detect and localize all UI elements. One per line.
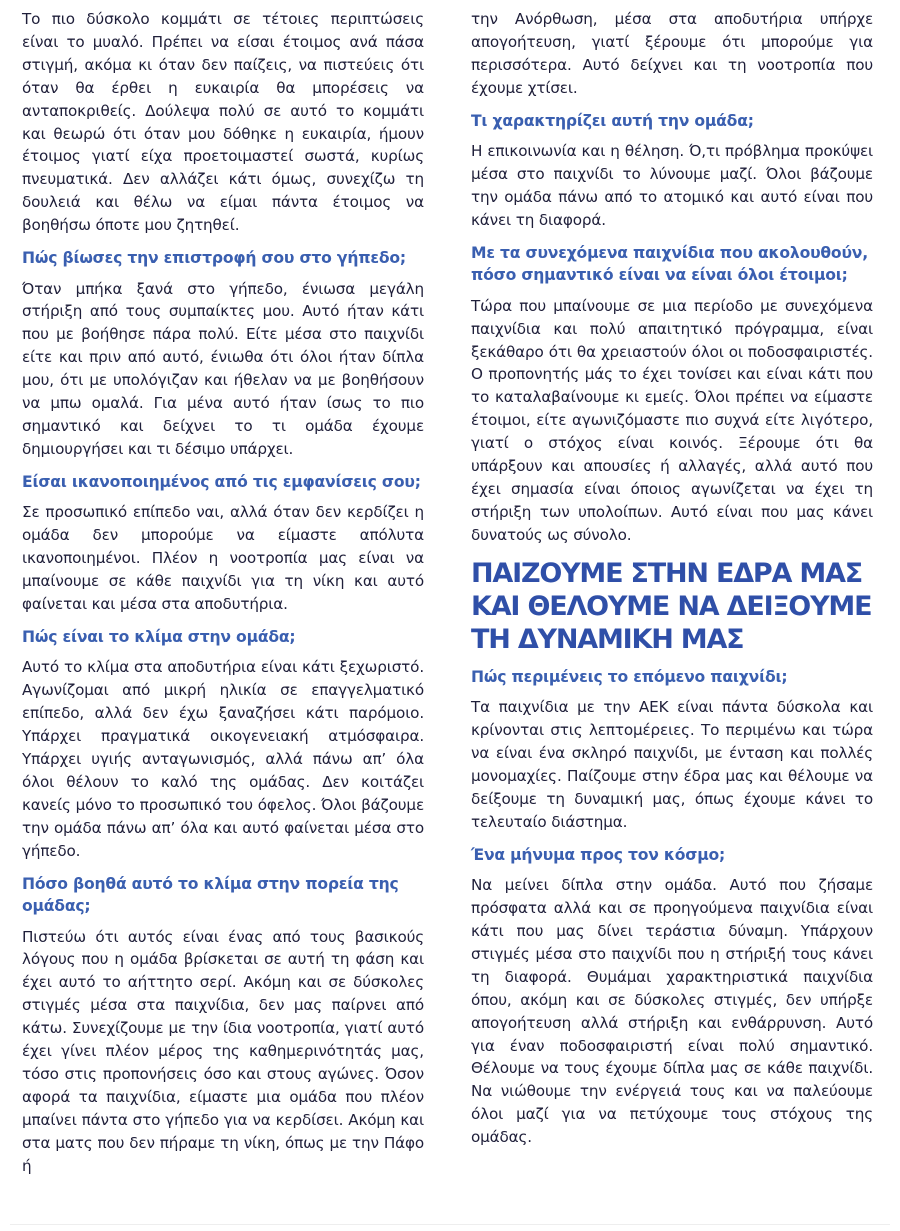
answer-paragraph: Να μείνει δίπλα στην ομάδα. Αυτό που ζήσαμε πρόσφατα αλλά και σε προηγούμενα παιχνίδια είναι κάτι που μας δίνει τεράστια δύναμη. Υπάρχουν στιγμές μέσα στο παιχνίδι που η στήριξή τους κάνει τη διαφορά. Θυμάμαι χαρακτηριστικά παιχνίδια όπου, ακόμη και σε δύσκολες στιγμές, δεν υπήρξε απογοήτευση αλλά στήριξη και ενθάρρυνση. Αυτό για έναν ποδοσφαιριστή είναι πολύ σημαντικό. Θέλουμε να τους έχουμε δίπλα μας σε κάθε παιχνίδι. Να νιώθουμε την ενέργειά τους και να παλεύουμε όλοι μαζί για να πετύχουμε τους στόχους της ομάδας. — [471, 876, 873, 1147]
left-column — [22, 8, 424, 1177]
question-heading: Ένα μήνυμα προς τον κόσμο; — [471, 845, 726, 864]
question-heading: Είσαι ικανοποιημένος από τις εμφανίσεις σου; — [22, 472, 421, 491]
pull-quote: ΠΑΙΖΟΥΜΕ ΣΤΗΝ ΕΔΡΑ ΜΑΣ ΚΑΙ ΘΕΛΟΥΜΕ ΝΑ ΔΕΙΞΟΥΜΕ ΤΗ ΔΥΝΑΜΙΚΗ ΜΑΣ — [471, 557, 872, 655]
question-heading: Με τα συνεχόμενα παιχνίδια που ακολουθούν, πόσο σημαντικό είναι να είναι όλοι έτοιμοι; — [471, 243, 868, 285]
question-heading: Πώς περιμένεις το επόμενο παιχνίδι; — [471, 667, 788, 686]
answer-paragraph: Πιστεύω ότι αυτός είναι ένας από τους βασικούς λόγους που η ομάδα βρίσκεται σε αυτή τη φάση και έχει αυτό το αήττητο σερί. Ακόμη και σε δύσκολες στιγμές μέσα στα παιχνίδια, δεν μας παίρνει από κάτω. Συνεχίζουμε με την ίδια νοοτροπία, γιατί αυτό έχει γίνει πλέον μέρος της καθημερινότητάς μας, τόσο στις προπονήσεις όσο και στους αγώνες. Όσον αφορά τα παιχνίδια, είμαστε μια ομάδα που πλέον μπαίνει πάντα στο γήπεδο για να κερδίσει. Ακόμη και στα ματς που δεν πήραμε τη νίκη, όπως με την Πάφο ή — [22, 927, 424, 1175]
question-heading: Τι χαρακτηρίζει αυτή την ομάδα; — [471, 111, 754, 130]
question-heading: Πώς βίωσες την επιστροφή σου στο γήπεδο; — [22, 249, 406, 268]
answer-paragraph: Τώρα που μπαίνουμε σε μια περίοδο με συνεχόμενα παιχνίδια και πολύ απαιτητικό πρόγραμμα, είναι ξεκάθαρο ότι θα χρειαστούν όλοι οι ποδοσφαιριστές. Ο προπονητής μάς το έχει τονίσει και είναι κάτι που το καταλαβαίνουμε κι εμείς. Όλοι πρέπει να είμαστε έτοιμοι, είτε αγωνιζόμαστε πιο συχνά είτε λιγότερο, γιατί ο στόχος είναι κοινός. Ξέρουμε ότι θα υπάρξουν και απουσίες ή αλλαγές, αλλά αυτό που έχει σημασία είναι όποιος αγωνίζεται να έχει τη στήριξη των υπολοίπων. Αυτό είναι που μας κάνει δυνατούς ως σύνολο. — [471, 296, 873, 544]
answer-paragraph: Σε προσωπικό επίπεδο ναι, αλλά όταν δεν κερδίζει η ομάδα δεν μπορούμε να είμαστε απόλυτα ικανοποιημένοι. Πλέον η νοοτροπία μας είναι να μπαίνουμε σε κάθε παιχνίδι για τη νίκη και αυτό φαίνεται και μέσα στα αποδυτήρια. — [22, 503, 424, 613]
page-bottom-divider — [10, 1224, 890, 1225]
continuation-paragraph: την Ανόρθωση, μέσα στα αποδυτήρια υπήρχε απογοήτευση, γιατί ξέρουμε ότι μπορούμε για περισσότερα. Αυτό δείχνει και τη νοοτροπία που έχουμε χτίσει. — [471, 10, 873, 97]
right-column — [471, 8, 873, 1149]
question-heading: Πώς είναι το κλίμα στην ομάδα; — [22, 627, 296, 646]
answer-paragraph: Τα παιχνίδια με την ΑΕΚ είναι πάντα δύσκολα και κρίνονται στις λεπτομέρειες. Το περιμένω και τώρα να είναι ένα σκληρό παιχνίδι, με ένταση και πολλές μονομαχίες. Παίζουμε στην έδρα μας και θέλουμε να δείξουμε τη δυναμική μας, όπως έχουμε κάνει το τελευταίο διάστημα. — [471, 698, 873, 831]
answer-paragraph: Η επικοινωνία και η θέληση. Ό,τι πρόβλημα προκύψει μέσα στο παιχνίδι το λύνουμε μαζί. Όλοι βάζουμε την ομάδα πάνω από το ατομικό και αυτό είναι που κάνει τη διαφορά. — [471, 142, 873, 229]
question-heading: Πόσο βοηθά αυτό το κλίμα στην πορεία της ομάδας; — [22, 874, 399, 915]
answer-paragraph: Αυτό το κλίμα στα αποδυτήρια είναι κάτι ξεχωριστό. Αγωνίζομαι από μικρή ηλικία σε επαγγελματικό επίπεδο, αλλά δεν έχω ξαναζήσει κάτι παρόμοιο. Υπάρχει πραγματικά οικογενειακή ατμόσφαιρα. Υπάρχει υγιής ανταγωνισμός, αλλά πάνω απ’ όλα όλοι θέλουν το καλό της ομάδας. Δεν κοιτάζει κανείς μόνο το προσωπικό του όφελος. Όλοι βάζουμε την ομάδα πάνω απ’ όλα και αυτό φαίνεται μέσα στο γήπεδο. — [22, 658, 424, 860]
answer-paragraph: Όταν μπήκα ξανά στο γήπεδο, ένιωσα μεγάλη στήριξη από τους συμπαίκτες μου. Αυτό ήταν κάτι που με βοήθησε πάρα πολύ. Είτε μέσα στο παιχνίδι είτε και πριν από αυτό, ένιωθα ότι όλοι ήταν δίπλα μου, ότι με υπολόγιζαν και ήθελαν να με βοηθήσουν να μπω ομαλά. Για μένα αυτό ήταν ίσως το πιο σημαντικό και δείχνει το τι ομάδα έχουμε δημιουργήσει και τι δέσιμο υπάρχει. — [22, 279, 424, 458]
intro-paragraph: Το πιο δύσκολο κομμάτι σε τέτοιες περιπτώσεις είναι το μυαλό. Πρέπει να είσαι έτοιμος ανά πάσα στιγμή, ακόμα κι όταν δεν παίζεις, να πιστεύεις ότι όταν θα έρθει η ευκαιρία θα μπορέσεις να ανταποκριθείς. Δούλεψα πολύ σε αυτό το κομμάτι και θεωρώ ότι όταν μου δόθηκε η ευκαιρία, ήμουν έτοιμος γιατί είχα προετοιμαστεί σωστά, κυρίως πνευματικά. Δεν αλλάζει κάτι όμως, συνεχίζω τη δουλειά και θέλω να είμαι πάντα έτοιμος να βοηθήσω όποτε μου ζητηθεί. — [22, 10, 424, 235]
